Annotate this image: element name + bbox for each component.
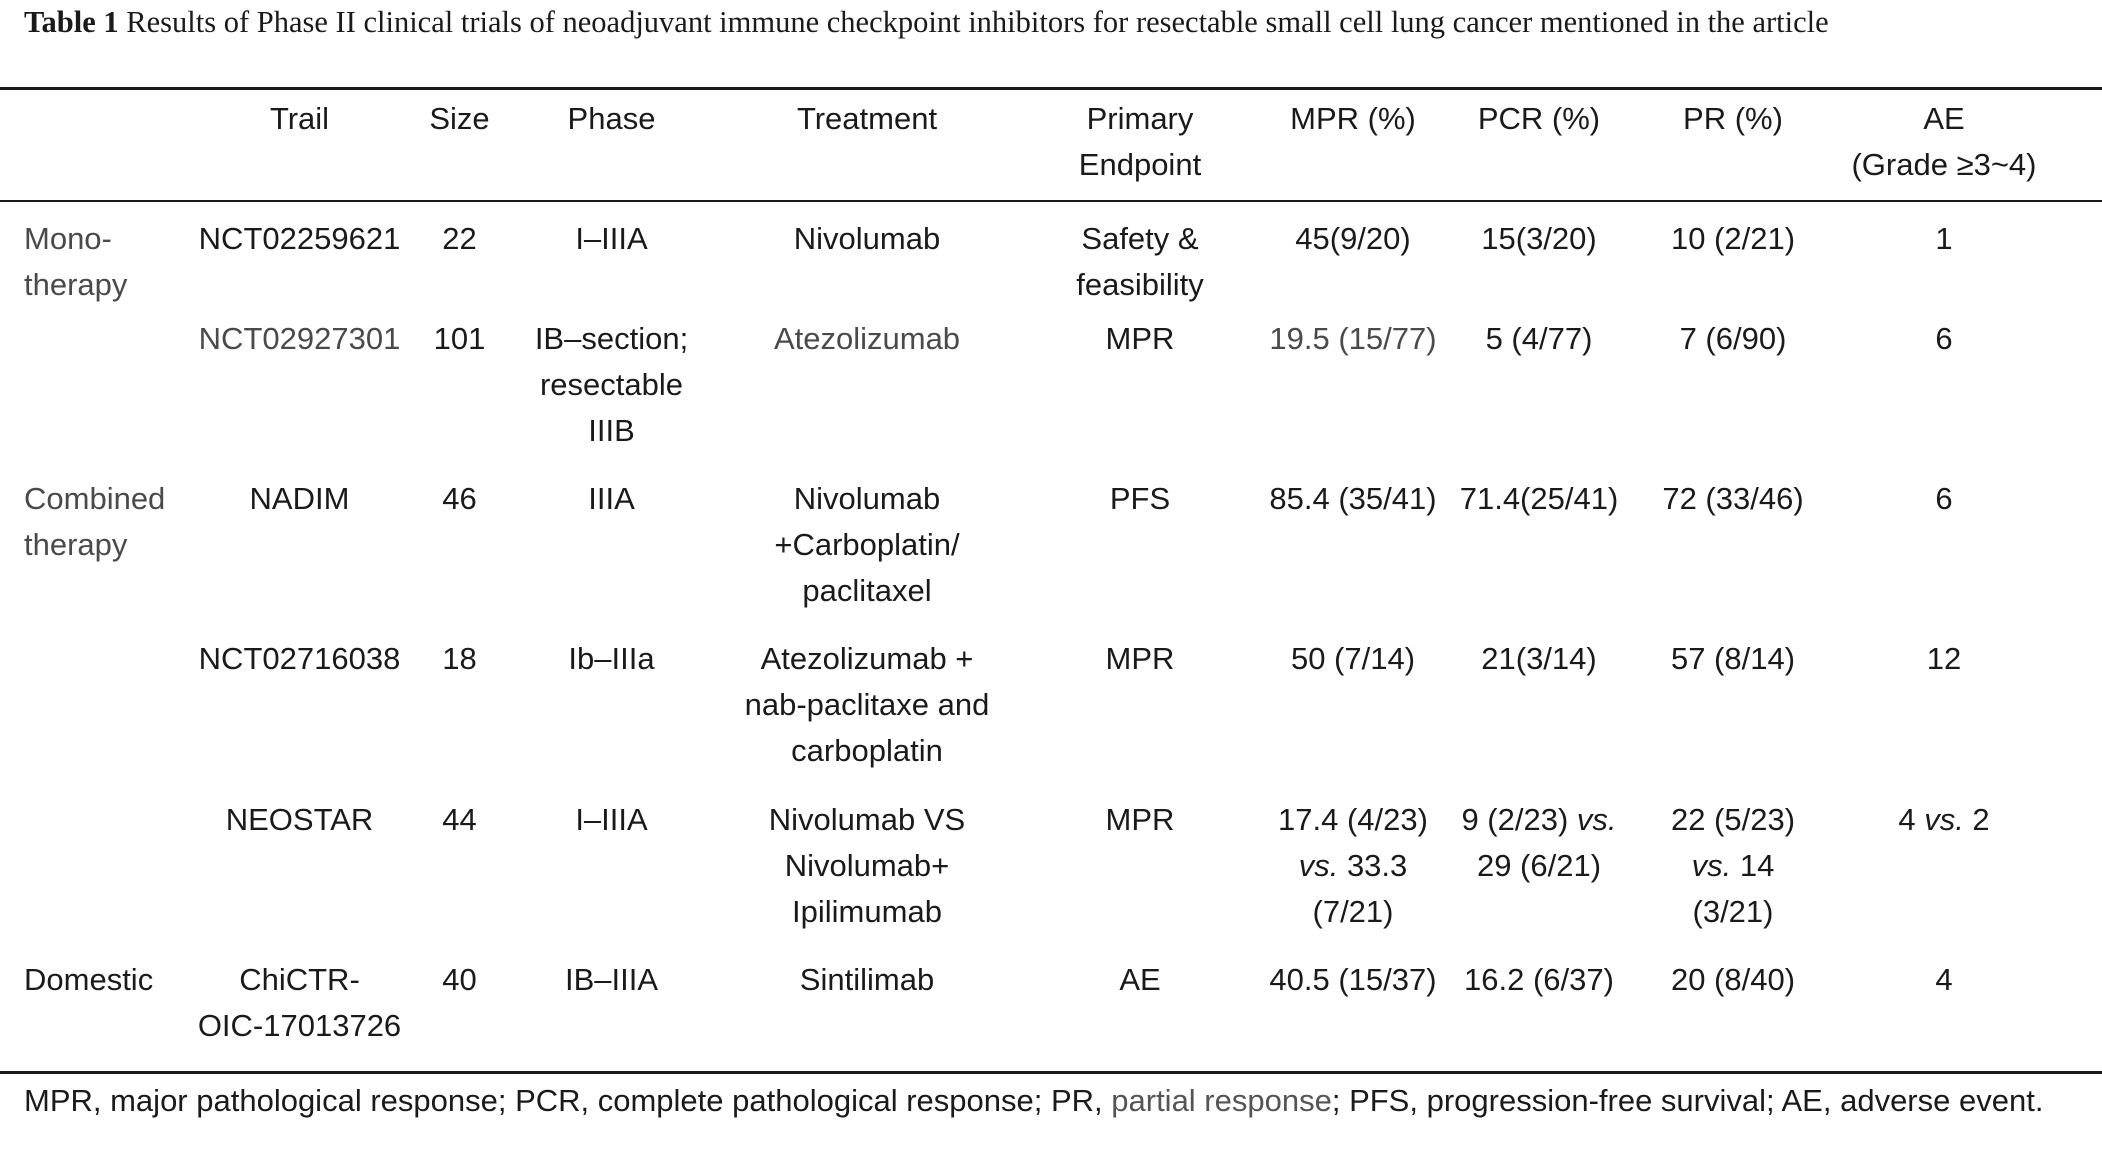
cell-mpr-line2: 33.3 (1338, 848, 1408, 883)
cell-pcr (1441, 797, 1637, 957)
table-row (12, 316, 2059, 476)
cell-size: 40 (442, 962, 477, 997)
cell-endpoint: MPR (1105, 802, 1175, 837)
cell-ae (1829, 797, 2059, 957)
cell-treatment-line1: Nivolumab VS (768, 802, 966, 837)
header-pr: PR (%) (1683, 101, 1783, 136)
cell-treatment-line1: Nivolumab (793, 481, 941, 516)
cell-mpr-vs: vs. (1298, 848, 1339, 883)
cell-ae: 1 (1935, 221, 1953, 256)
table-caption-text: Results of Phase II clinical trials of neoadjuvant immune checkpoint inhibitors for resectable small cell lung cancer mentioned in the article (126, 5, 1829, 39)
cell-ae: 12 (1926, 641, 1962, 676)
cell-phase: IIIA (588, 481, 635, 516)
group-combined-line2: therapy (24, 527, 128, 562)
cell-endpoint: MPR (1105, 641, 1175, 676)
cell-pcr: 5 (4/77) (1485, 321, 1593, 356)
cell-phase-line2: resectable (539, 367, 684, 402)
group-cell-empty (12, 797, 184, 957)
cell-ae-vs: vs. (1924, 802, 1964, 837)
header-mpr: MPR (%) (1290, 101, 1416, 136)
footnote-part2: partial response (1111, 1083, 1332, 1118)
header-row (12, 96, 2059, 202)
header-ae-line1: AE (1923, 101, 1965, 136)
cell-treatment: Sintilimab (799, 962, 935, 997)
cell-pr: 20 (8/40) (1670, 962, 1796, 997)
cell-treatment-line1: Atezolizumab + (760, 641, 974, 676)
group-cell-empty (12, 636, 184, 797)
table-header (12, 96, 2059, 202)
cell-pcr: 15(3/20) (1481, 221, 1597, 256)
header-pcr: PCR (%) (1477, 101, 1601, 136)
cell-treatment-line3: Ipilimumab (792, 894, 942, 929)
cell-ae: 6 (1935, 481, 1953, 516)
header-ae (1829, 96, 2059, 202)
table-row (12, 636, 2059, 797)
header-treatment: Treatment (796, 101, 938, 136)
cell-pr-vs: vs. (1691, 848, 1732, 883)
cell-trail: NCT02259621 (198, 221, 401, 256)
footnote-part3: ; PFS, progression-free survival; AE, adverse event. (1331, 1083, 2044, 1118)
cell-treatment: Nivolumab (793, 221, 941, 256)
header-primary-endpoint (1015, 96, 1265, 202)
header-trail: Trail (269, 101, 330, 136)
table-row (12, 476, 2059, 636)
cell-pr: 57 (8/14) (1670, 641, 1796, 676)
cell-treatment: Atezolizumab (773, 321, 961, 356)
table-footnote (24, 1078, 2078, 1124)
cell-trail: NCT02716038 (198, 641, 401, 676)
cell-pcr: 16.2 (6/37) (1464, 962, 1614, 997)
cell-mpr: 45(9/20) (1295, 221, 1411, 256)
cell-trail: NADIM (249, 481, 350, 516)
cell-treatment-line2: +Carboplatin/ (774, 527, 960, 562)
cell-trail: NEOSTAR (225, 802, 374, 837)
cell-pr-line1: 22 (5/23) (1670, 802, 1796, 837)
cell-pcr: 21(3/14) (1481, 641, 1597, 676)
table-caption (24, 0, 2080, 44)
cell-treatment-line2: Nivolumab+ (784, 848, 950, 883)
cell-pr: 10 (2/21) (1670, 221, 1796, 256)
cell-mpr (1265, 797, 1441, 957)
cell-ae: 6 (1935, 321, 1953, 356)
cell-phase-line3: IIIB (588, 413, 635, 448)
header-phase: Phase (567, 101, 656, 136)
cell-trail-line2: OIC-17013726 (197, 1008, 402, 1043)
table-bottom-rule (0, 1071, 2102, 1074)
cell-phase-line1: IB–section; (534, 321, 689, 356)
table-body (12, 202, 2059, 1065)
cell-phase: Ib–IIIa (568, 641, 655, 676)
cell-pr-line2: 14 (1731, 848, 1775, 883)
cell-size: 44 (442, 802, 477, 837)
group-mono-line1: Mono- (24, 221, 112, 256)
cell-phase (504, 316, 719, 476)
cell-pcr-line2: 29 (6/21) (1476, 848, 1602, 883)
cell-pcr: 71.4(25/41) (1459, 481, 1619, 516)
cell-ae-a: 4 (1898, 802, 1925, 837)
table-top-rule (0, 87, 2102, 90)
cell-pr (1637, 797, 1829, 957)
cell-phase: I–IIIA (575, 802, 648, 837)
group-mono-line2: therapy (24, 267, 128, 302)
group-combined-line1: Combined (24, 481, 166, 516)
results-table (12, 96, 2059, 1065)
cell-treatment (719, 797, 1015, 957)
cell-treatment-line3: paclitaxel (802, 573, 932, 608)
group-cell-combined-therapy (12, 476, 184, 636)
cell-treatment-line3: carboplatin (791, 733, 943, 768)
cell-phase: I–IIIA (575, 221, 648, 256)
header-group (12, 96, 184, 202)
table-row (12, 202, 2059, 316)
header-size: Size (429, 101, 490, 136)
cell-phase: IB–IIIA (564, 962, 659, 997)
cell-mpr-line3: (7/21) (1312, 894, 1394, 929)
cell-pr-line3: (3/21) (1692, 894, 1774, 929)
cell-endpoint (1015, 202, 1265, 316)
cell-pcr-vs: vs. (1576, 802, 1617, 837)
cell-pr: 72 (33/46) (1662, 481, 1804, 516)
cell-pr: 7 (6/90) (1679, 321, 1787, 356)
cell-size: 46 (442, 481, 477, 516)
cell-trail (184, 957, 415, 1065)
cell-endpoint-line2: feasibility (1076, 267, 1204, 302)
cell-treatment (719, 476, 1015, 636)
cell-treatment (719, 636, 1015, 797)
header-primary-endpoint-line2: Endpoint (1078, 147, 1202, 182)
header-ae-line2: (Grade ≥3~4) (1851, 147, 2037, 182)
cell-mpr: 19.5 (15/77) (1269, 321, 1437, 356)
cell-mpr: 40.5 (15/37) (1269, 962, 1437, 997)
cell-mpr: 85.4 (35/41) (1269, 481, 1437, 516)
cell-endpoint: MPR (1105, 321, 1175, 356)
cell-endpoint-line1: Safety & (1081, 221, 1199, 256)
cell-endpoint: AE (1119, 962, 1161, 997)
cell-mpr-line1: 17.4 (4/23) (1278, 802, 1428, 837)
footnote-part1: MPR, major pathological response; PCR, complete pathological response; PR, (24, 1083, 1112, 1118)
cell-trail-line1: ChiCTR- (239, 962, 360, 997)
table-row (12, 957, 2059, 1065)
group-cell-monotherapy (12, 202, 184, 316)
cell-ae-b: 2 (1963, 802, 1990, 837)
cell-size: 22 (442, 221, 477, 256)
group-cell-domestic: Domestic (24, 962, 154, 997)
group-cell-empty (12, 316, 184, 476)
header-primary-endpoint-line1: Primary (1086, 101, 1194, 136)
table-row (12, 797, 2059, 957)
cell-size: 101 (433, 321, 486, 356)
cell-ae: 4 (1935, 962, 1953, 997)
table-caption-label: Table 1 (24, 5, 119, 39)
cell-mpr: 50 (7/14) (1290, 641, 1416, 676)
cell-pcr-line1: 9 (2/23) (1461, 802, 1577, 837)
cell-trail: NCT02927301 (198, 321, 401, 356)
cell-size: 18 (442, 641, 477, 676)
cell-treatment-line2: nab-paclitaxe and (744, 687, 990, 722)
cell-endpoint: PFS (1109, 481, 1171, 516)
